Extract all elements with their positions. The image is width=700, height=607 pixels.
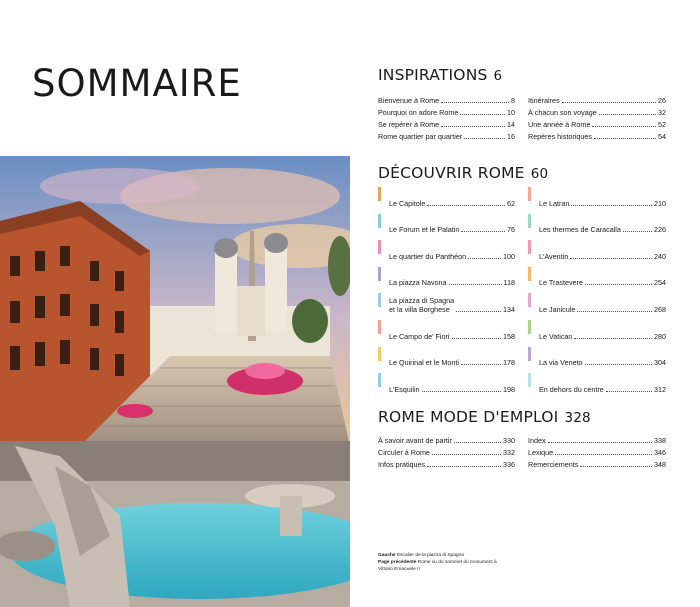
chapter-entry[interactable]: Le Quirinal et le Monti 178 [378,344,515,371]
chapter-entry[interactable]: Le Trastevere 254 [528,264,666,291]
toc-entry[interactable]: Rome quartier par quartier 16 [378,132,515,141]
section-decouvrir-title: DÉCOUVRIR ROME 60 [378,164,549,182]
toc-entry[interactable]: Lexique 346 [528,448,666,457]
toc-entry[interactable]: Index 338 [528,436,666,445]
toc-entry[interactable]: Se repérer à Rome 14 [378,120,515,129]
chapter-color-bar [378,214,381,228]
chapter-color-bar [528,320,531,334]
chapter-entry[interactable]: La piazza Navona 118 [378,264,515,291]
chapter-color-bar [378,373,381,387]
toc-entry[interactable]: Remerciements 348 [528,460,666,469]
chapter-color-bar [528,347,531,361]
chapter-entry[interactable]: En dehors du centre 312 [528,370,666,397]
chapter-entry[interactable]: Les thermes de Caracalla 226 [528,211,666,238]
chapter-color-bar [378,320,381,334]
chapter-entry[interactable]: Le Janicule 268 [528,290,666,317]
chapter-entry[interactable]: Le Campo de' Fiori 158 [378,317,515,344]
section-page-number: 60 [530,166,549,182]
chapter-color-bar [528,187,531,201]
chapter-entry[interactable]: Le quartier du Panthéon 100 [378,237,515,264]
chapter-entry[interactable]: Le Capitole 62 [378,184,515,211]
toc-entry[interactable]: Circuler à Rome 332 [378,448,515,457]
toc-entry[interactable]: Pourquoi on adore Rome 10 [378,108,515,117]
chapter-entry[interactable]: Le Vatican 280 [528,317,666,344]
chapter-color-bar [378,240,381,254]
decouvrir-list-right [528,184,666,397]
mode-list-left [378,433,515,469]
chapter-color-bar [528,373,531,387]
photo-caption: Gauche Escalier de la piazza di Spagna Page précédente Rome vu du sommet du monument à Vittorio Emanuele II [378,553,497,572]
toc-entry[interactable]: À savoir avant de partir 330 [378,436,515,445]
chapter-color-bar [378,347,381,361]
section-page-number: 328 [564,410,591,426]
inspirations-list-right [528,93,666,141]
inspirations-list-left [378,93,515,141]
section-page-number: 6 [493,68,503,84]
chapter-entry[interactable]: Le Latran 210 [528,184,666,211]
chapter-entry[interactable]: La via Veneto 304 [528,344,666,371]
chapter-entry[interactable]: L'Aventin 240 [528,237,666,264]
chapter-entry[interactable]: La piazza di Spagna et la villa Borghese 134 [378,290,515,317]
chapter-entry[interactable]: L'Esquilin 198 [378,370,515,397]
chapter-color-bar [528,240,531,254]
chapter-entry[interactable]: Le Forum et le Palatin 76 [378,211,515,238]
toc-entry[interactable]: Itinéraires 26 [528,96,666,105]
chapter-color-bar [528,267,531,281]
chapter-color-bar [378,187,381,201]
toc-entry[interactable]: Infos pratiques 336 [378,460,515,469]
toc-entry[interactable]: À chacun son voyage 32 [528,108,666,117]
page-title: SOMMAIRE [32,62,242,105]
chapter-color-bar [378,267,381,281]
chapter-color-bar [378,293,381,307]
toc-entry[interactable]: Bienvenue à Rome 8 [378,96,515,105]
toc-entry[interactable]: Une année à Rome 52 [528,120,666,129]
section-mode-emploi-title: ROME MODE D'EMPLOI 328 [378,408,591,426]
chapter-color-bar [528,214,531,228]
mode-list-right [528,433,666,469]
toc-entry[interactable]: Repères historiques 54 [528,132,666,141]
decouvrir-list-left [378,184,515,397]
spanish-steps-photo [0,156,350,607]
section-inspirations-title: INSPIRATIONS 6 [378,66,503,84]
chapter-color-bar [528,293,531,307]
